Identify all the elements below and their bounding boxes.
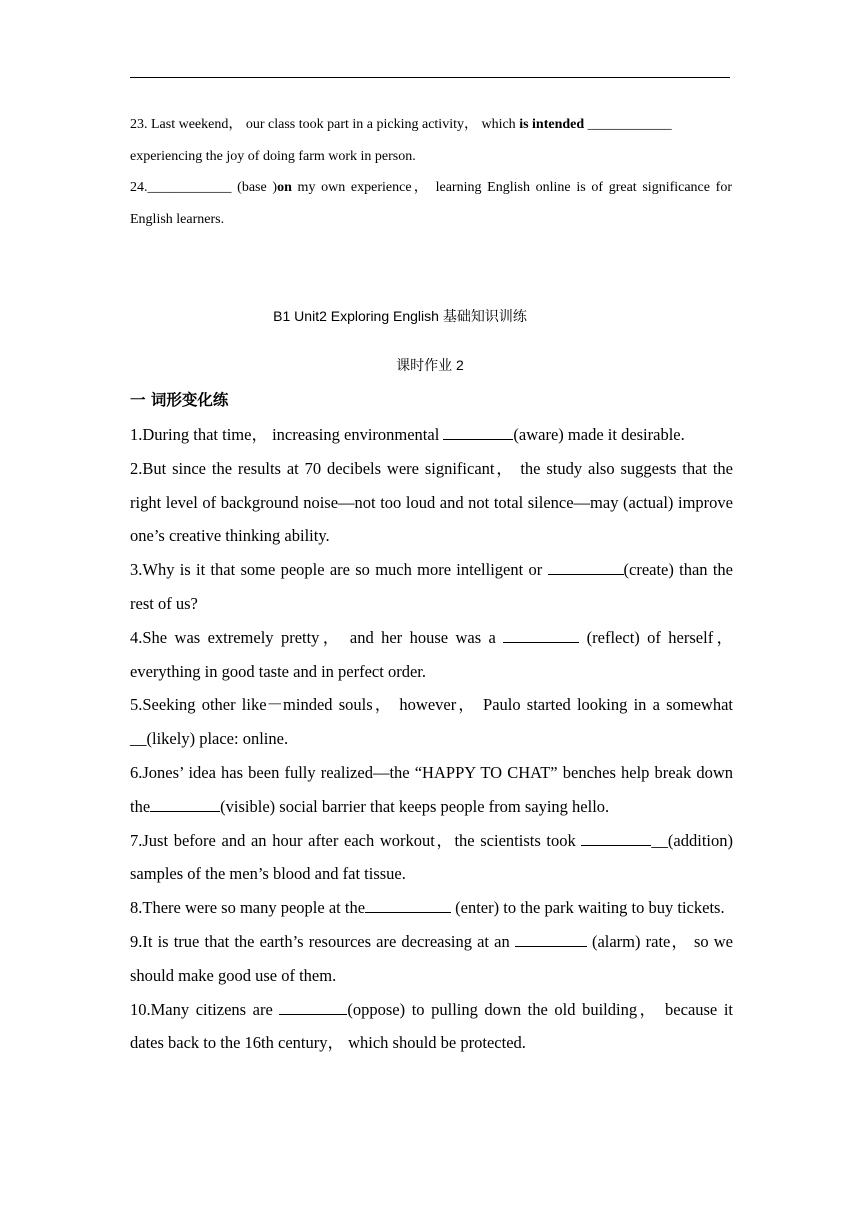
question-5 [130,688,733,756]
q24-text-cont: my own experience， learning English online is of great significance for English learners. [130,180,733,227]
question-text: 9.It is true that the earth’s resources are decreasing at an [130,931,515,951]
q23-text: 23. Last weekend， our class took part in a picking activity， which [130,117,520,132]
question-text: 5.Seeking other like－minded souls， however， Paulo started looking in a somewhat [130,695,733,715]
question-text-cont: (reflect) of herself， everything in good taste and in perfect order. [130,627,733,681]
q24-blank[interactable]: ____________ [147,180,232,195]
answer-blank[interactable] [581,828,651,846]
answer-blank[interactable] [548,558,624,576]
question-6 [130,756,733,824]
question-text-cont: (likely) place: online. [146,729,289,749]
question-text-cont: __(addition) samples of the men’s blood and fat tissue. [130,830,733,884]
question-text: 6.Jones’ idea has been fully realized—the “HAPPY TO CHAT” benches help break down the [130,762,733,816]
answer-blank[interactable] [503,625,579,643]
q24-bold: on [277,180,292,195]
question-7 [130,824,733,892]
answer-blank[interactable]: __ [130,729,147,749]
question-23 [130,109,732,173]
question-2 [130,452,733,553]
answer-blank[interactable] [150,794,220,812]
worksheet-subtitle: 课时作业 2 [396,357,464,373]
question-text-cont: (create) than the rest of us? [130,560,733,613]
question-text: 10.Many citizens are [130,999,280,1019]
question-4 [130,621,733,689]
worksheet-title: B1 Unit2 Exploring English 基础知识训练 [273,308,527,324]
question-text: 2.But since the results at 70 decibels were significant， the study also suggests that the right level of background noise—not too loud and not total silence—may (actual) improve one’s creative thinking ability. [130,458,733,546]
question-text-cont: (enter) to the park waiting to buy tickets. [451,898,725,918]
question-text-cont: (visible) social barrier that keeps people from saying hello. [220,796,610,816]
q23-bold: is intended [519,117,585,132]
question-9 [130,925,733,993]
question-text: 7.Just before and an hour after each workout，the scientists took [130,830,582,850]
q24-number: 24. [130,180,148,195]
question-text: 1.During that time， increasing environmental [130,425,444,444]
question-text: 3.Why is it that some people are so much more intelligent or [130,560,548,580]
question-text-cont: (aware) made it desirable. [513,425,685,444]
question-8 [130,891,733,925]
q23-blank[interactable]: ____________ [587,117,672,132]
question-10 [130,993,733,1061]
question-text: 8.There were so many people at the [130,898,366,918]
question-list [130,418,733,1060]
question-3 [130,553,733,621]
answer-blank[interactable] [443,423,513,441]
q23-text-cont: experiencing the joy of doing farm work in person. [130,149,416,164]
question-text-cont: (alarm) rate， so we should make good use of them. [130,931,734,985]
section-heading: 一 词形变化练 [130,391,229,409]
answer-blank[interactable] [279,997,347,1015]
q24-text: (base ) [231,180,278,195]
answer-blank[interactable] [365,896,451,914]
top-rule [130,77,730,78]
question-1 [130,418,733,452]
answer-blank[interactable] [515,929,587,947]
question-24 [130,172,732,236]
question-text: 4.She was extremely pretty， and her house was a [130,627,504,647]
question-text-cont: (oppose) to pulling down the old building， because it dates back to the 16th century， which should be protected. [130,999,734,1053]
